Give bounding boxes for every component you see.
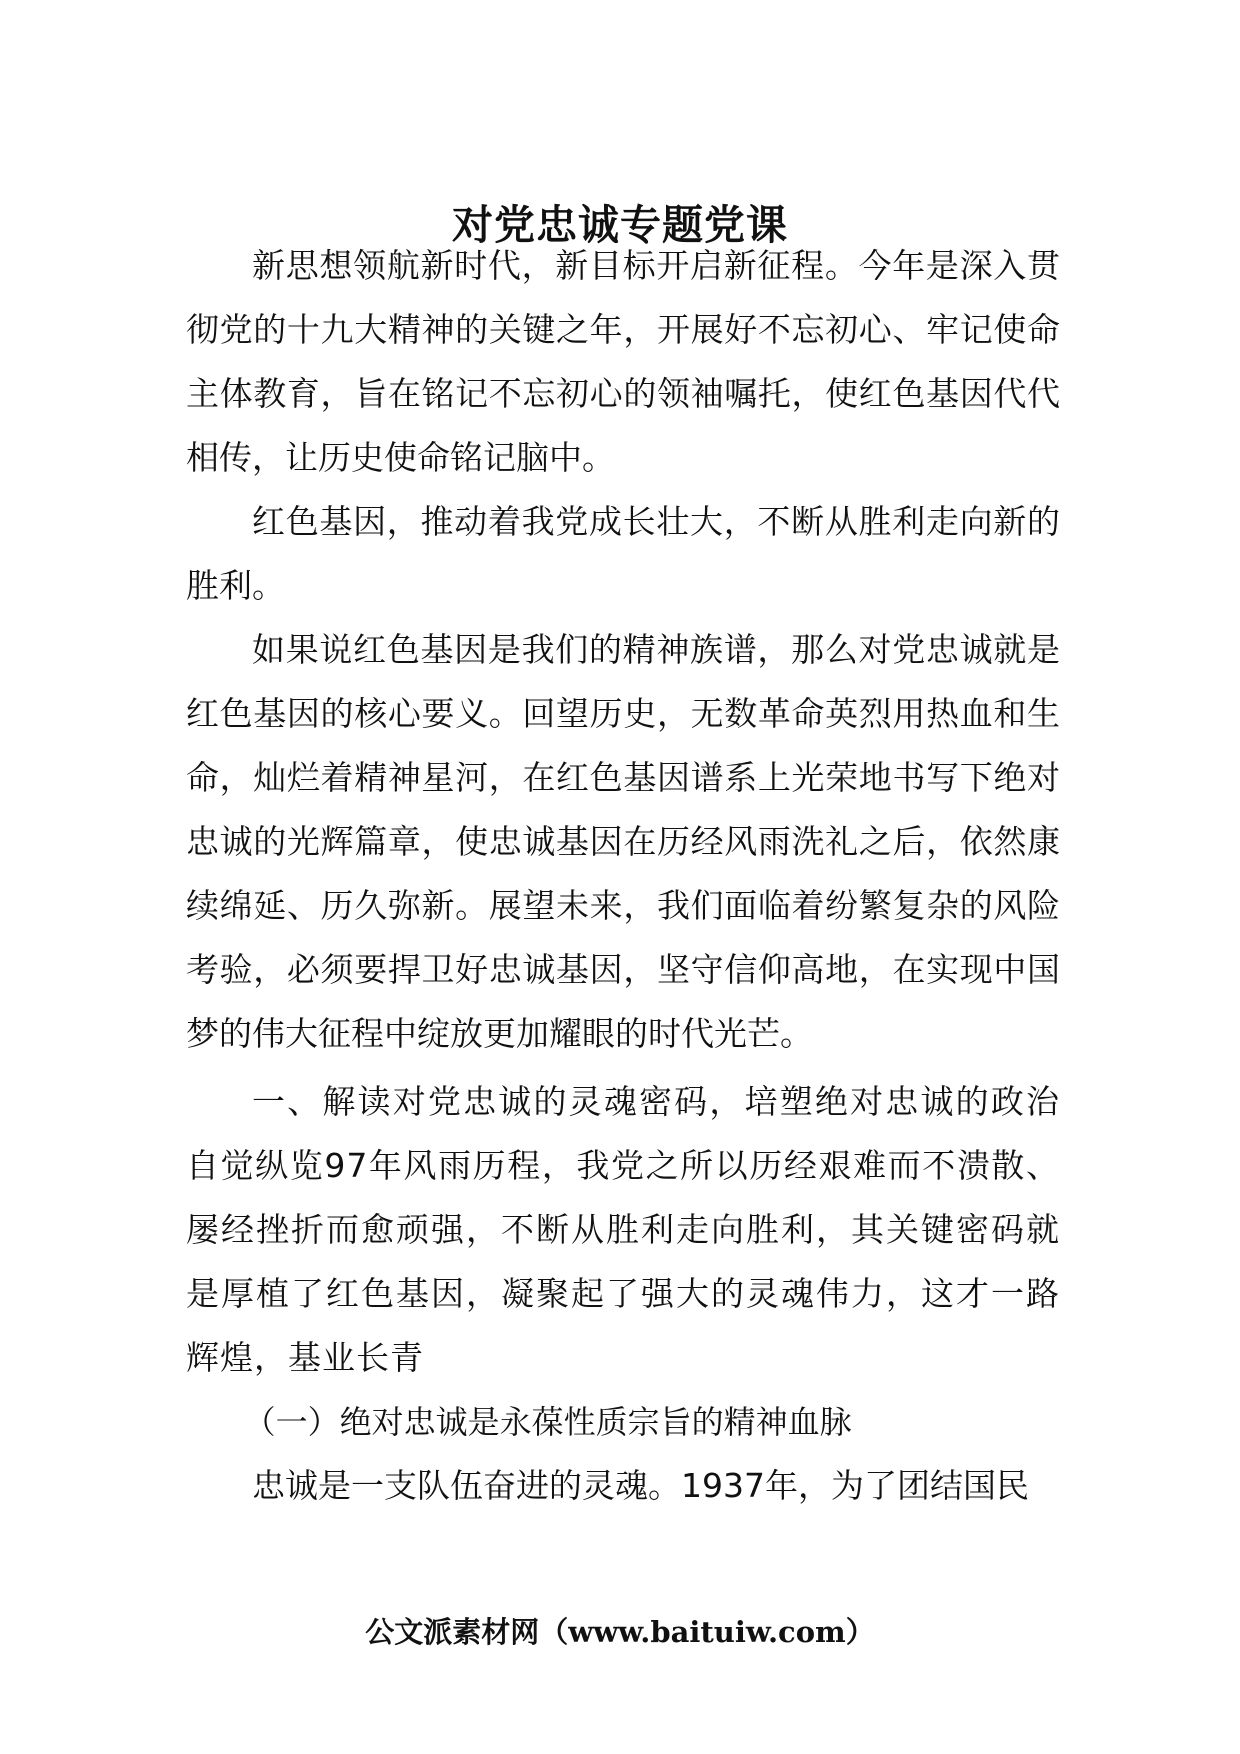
section-heading-one: 一、解读对党忠诚的灵魂密码，培塑绝对忠诚的政治自觉纵览97年风雨历程，我党之所以历经艰难而不溃散、屡经挫折而愈顽强，不断从胜利走向胜利，其关键密码就是厚植了红色基因，凝聚起了强大的灵魂伟力，这才一路辉煌，基业长青 <box>186 1082 1060 1377</box>
paragraph-intro: 新思想领航新时代，新目标开启新征程。今年是深入贯彻党的十九大精神的关键之年，开展好不忘初心、牢记使命主体教育，旨在铭记不忘初心的领袖嘱托，使红色基因代代相传，让历史使命铭记脑中。 <box>186 246 1060 477</box>
paragraph-continues: 忠诚是一支队伍奋进的灵魂。1937年，为了团结国民 <box>252 1466 1029 1505</box>
paragraph-loyalty: 如果说红色基因是我们的精神族谱，那么对党忠诚就是红色基因的核心要义。回望历史，无数革命英烈用热血和生命，灿烂着精神星河，在红色基因谱系上光荣地书写下绝对忠诚的光辉篇章，使忠诚基因在历经风雨洗礼之后，依然康续绵延、历久弥新。展望未来，我们面临着纷繁复杂的风险考验，必须要捍卫好忠诚基因，坚守信仰高地，在实现中国梦的伟大征程中绽放更加耀眼的时代光芒。 <box>186 630 1060 1053</box>
document-title: 对党忠诚专题党课 <box>452 201 788 250</box>
paragraph-red-gene: 红色基因，推动着我党成长壮大，不断从胜利走向新的胜利。 <box>186 502 1060 605</box>
document-body <box>186 234 1060 1518</box>
subheading-one: （一）绝对忠诚是永葆性质宗旨的精神血脉 <box>243 1403 852 1441</box>
footer-watermark: 公文派素材网（www.baituiw.com） <box>365 1615 875 1649</box>
